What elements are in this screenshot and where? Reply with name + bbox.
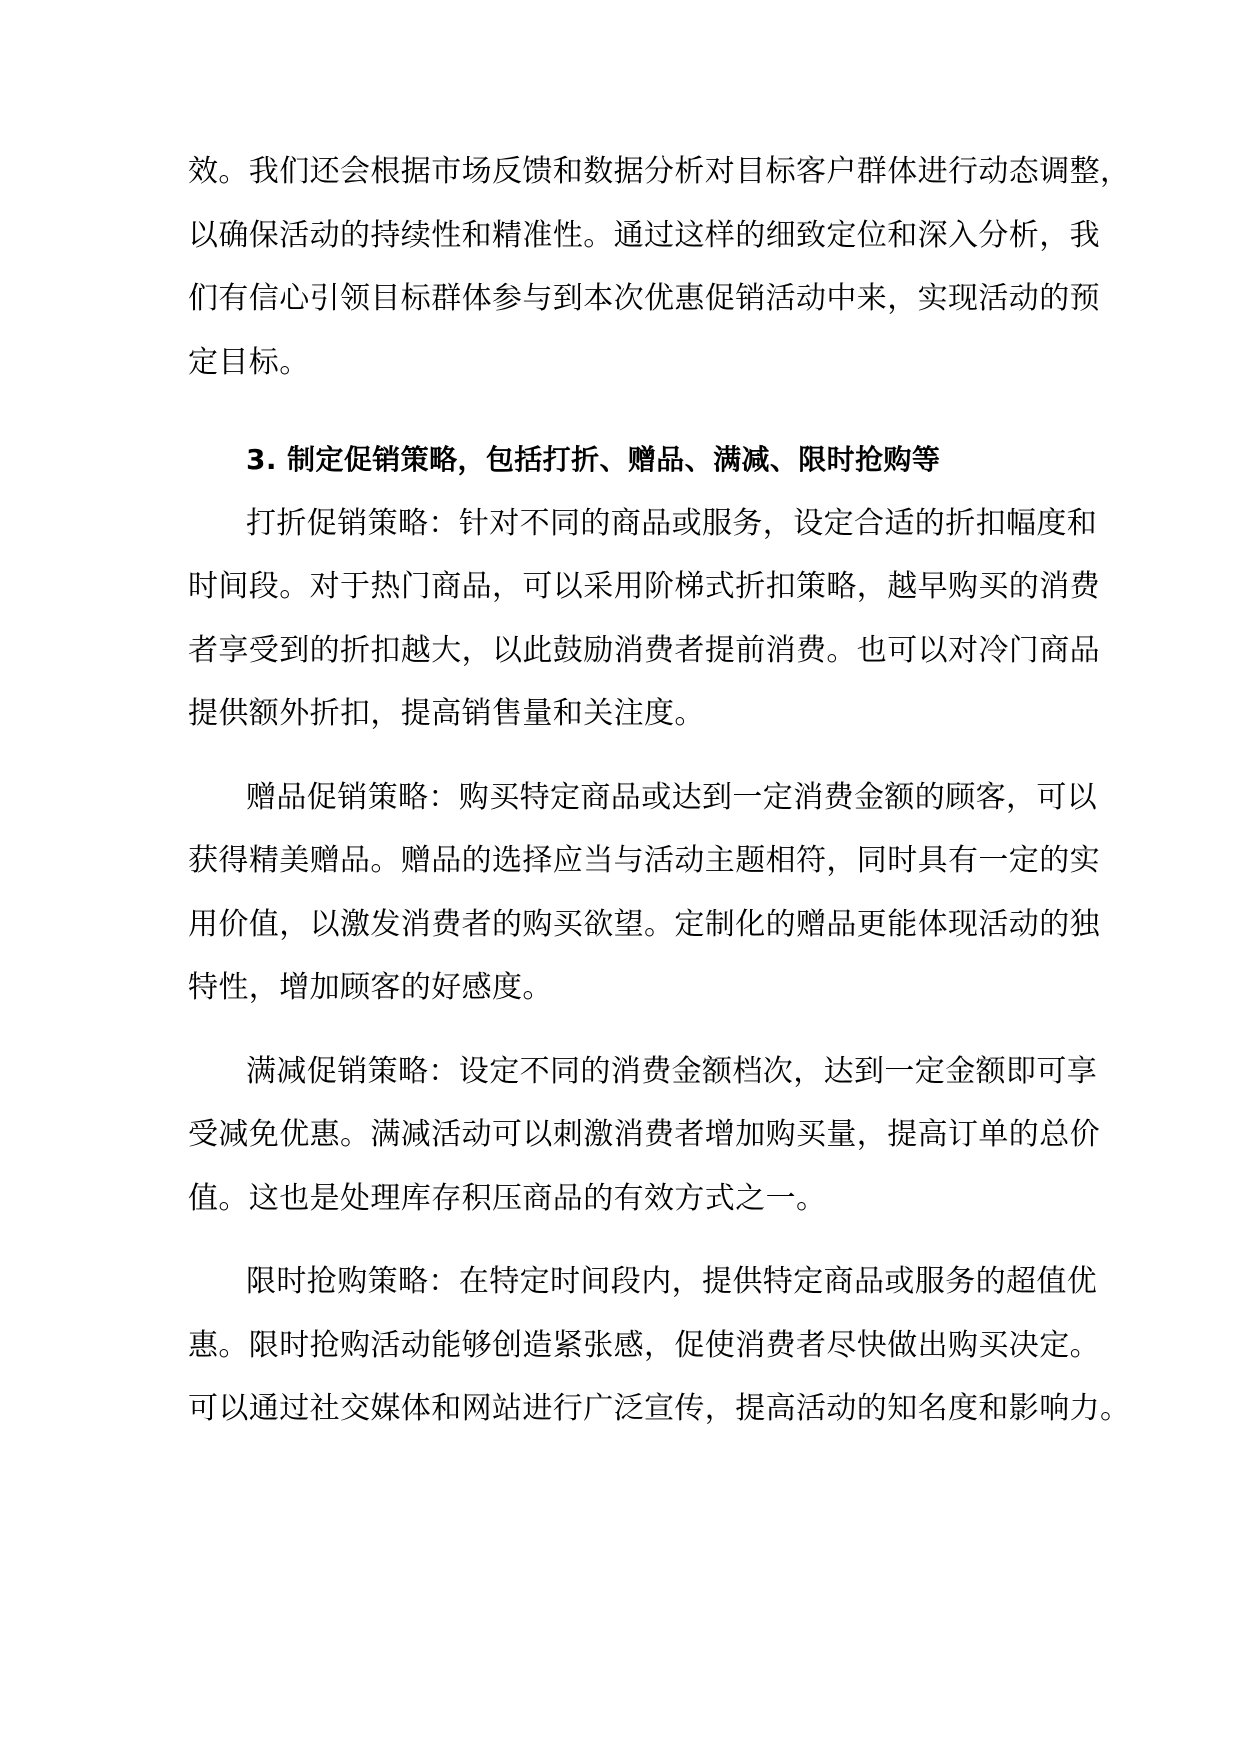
spacer: [188, 1020, 1068, 1040]
document-body: [188, 140, 1131, 1441]
text-line: 满减促销策略：设定不同的消费金额档次，达到一定金额即可享: [246, 1053, 1098, 1089]
text-line: 可以通过社交媒体和网站进行广泛宣传，提高活动的知名度和影响力。: [188, 1391, 1131, 1426]
text-line: 特性，增加顾客的好感度。: [188, 970, 553, 1005]
spacer: [188, 1230, 1068, 1250]
paragraph-flash-sale-strategy: [188, 1250, 1131, 1441]
paragraph-intro-continuation: [188, 140, 1131, 394]
text-line: 用价值，以激发消费者的购买欲望。定制化的赠品更能体现活动的独: [188, 906, 1100, 942]
text-line: 提供额外折扣，提高销售量和关注度。: [188, 696, 705, 731]
section-heading: 3. 制定促销策略，包括打折、赠品、满减、限时抢购等: [246, 443, 941, 476]
spacer: [188, 746, 1068, 766]
text-line: 值。这也是处理库存积压商品的有效方式之一。: [188, 1180, 827, 1216]
paragraph-discount-strategy: [188, 492, 1100, 746]
text-line: 者享受到的折扣越大，以此鼓励消费者提前消费。也可以对冷门商品: [188, 632, 1100, 668]
text-line: 定目标。: [188, 344, 310, 380]
spacer: [188, 394, 1068, 428]
text-line: 以确保活动的持续性和精准性。通过这样的细致定位和深入分析，我: [188, 217, 1100, 253]
text-line: 赠品促销策略：购买特定商品或达到一定消费金额的顾客，可以: [246, 779, 1098, 815]
text-line: 受减免优惠。满减活动可以刺激消费者增加购买量，提高订单的总价: [188, 1117, 1100, 1152]
text-line: 限时抢购策略：在特定时间段内，提供特定商品或服务的超值优: [246, 1264, 1098, 1299]
paragraph-gift-strategy: [188, 766, 1100, 1020]
paragraph-full-reduction-strategy: [188, 1040, 1100, 1231]
text-line: 惠。限时抢购活动能够创造紧张感，促使消费者尽快做出购买决定。: [188, 1327, 1100, 1363]
text-line: 时间段。对于热门商品，可以采用阶梯式折扣策略，越早购买的消费: [188, 569, 1100, 604]
text-line: 效。我们还会根据市场反馈和数据分析对目标客户群体进行动态调整，: [188, 154, 1131, 189]
text-line: 打折促销策略：针对不同的商品或服务，设定合适的折扣幅度和: [246, 505, 1098, 541]
text-line: 获得精美赠品。赠品的选择应当与活动主题相符，同时具有一定的实: [188, 843, 1100, 878]
text-line: 们有信心引领目标群体参与到本次优惠促销活动中来，实现活动的预: [188, 281, 1100, 316]
